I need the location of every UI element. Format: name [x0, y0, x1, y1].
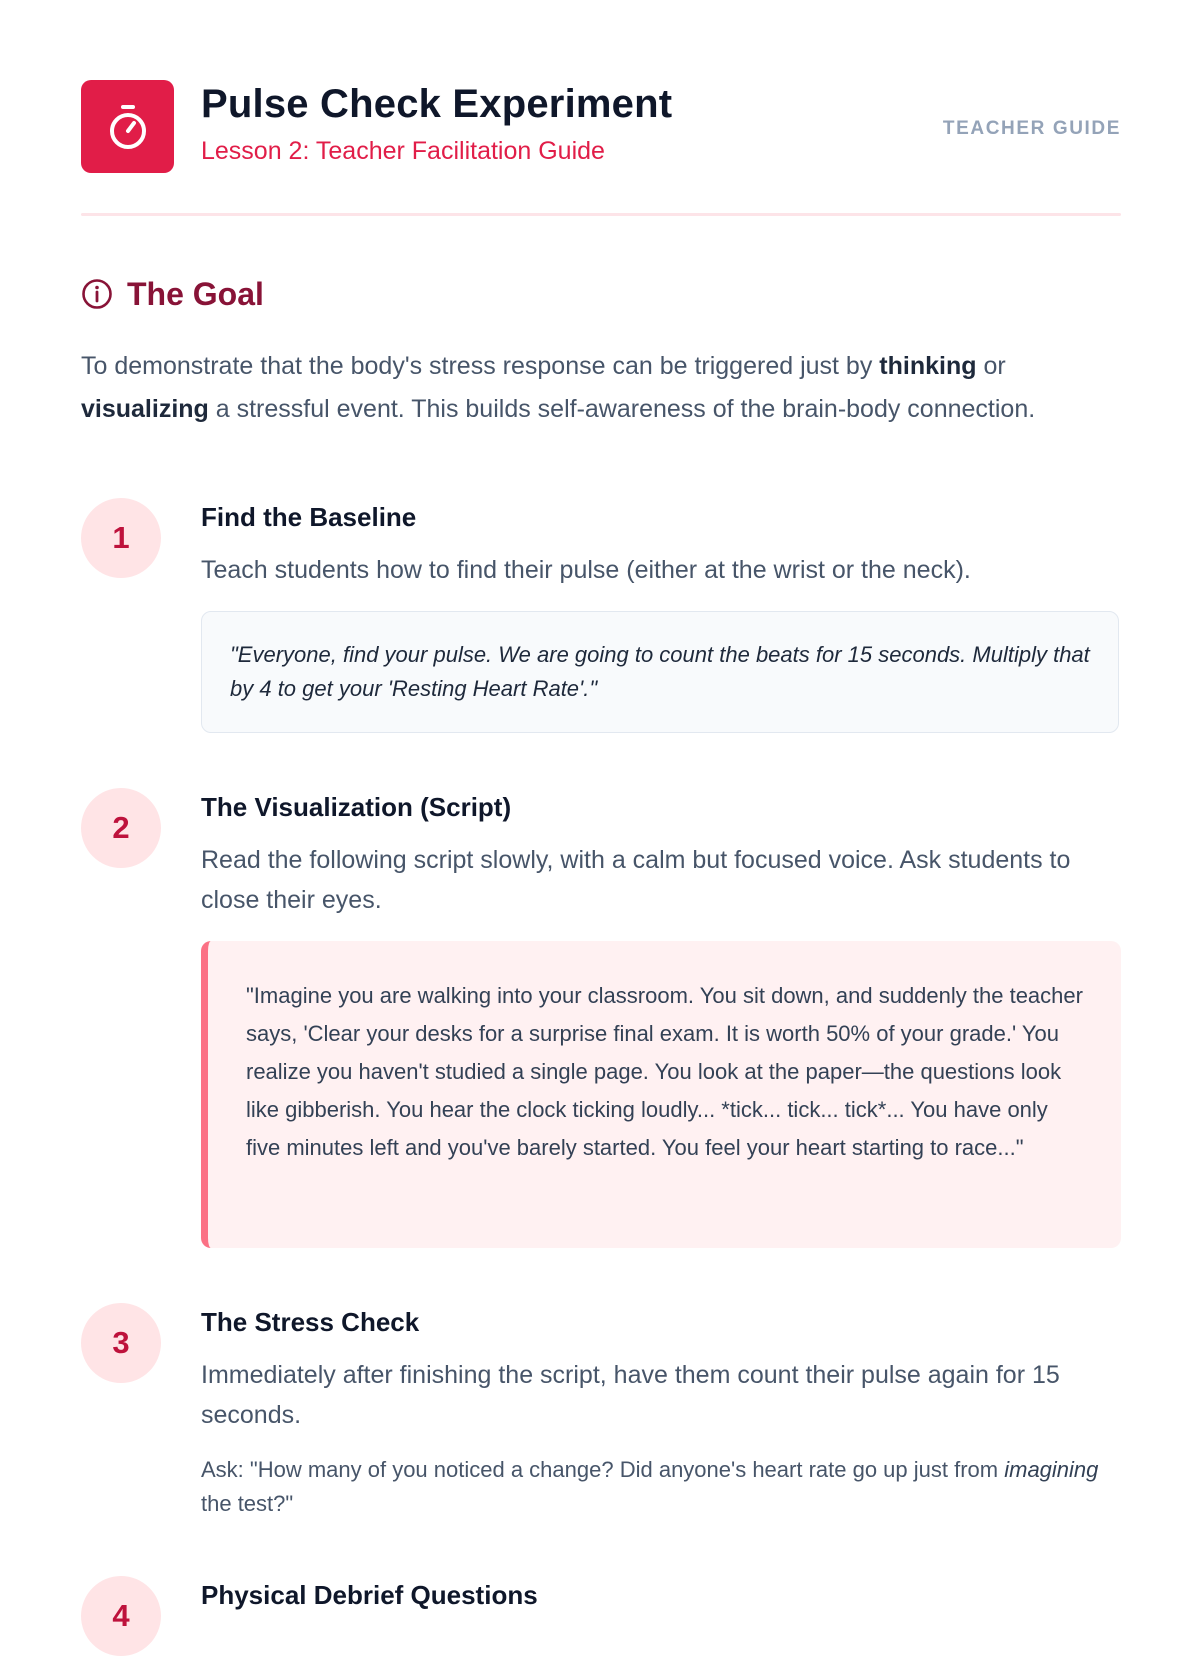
goal-heading: [81, 274, 264, 314]
goal-bold-thinking: thinking: [879, 352, 977, 380]
ask-prompt: [201, 1453, 1121, 1521]
visualization-script: "Imagine you are walking into your classroom. You sit down, and suddenly the teacher says, 'Clear your desks for a surprise final exam. It is worth 50% of your grade.' You realize you haven't studied a single page. You look at the paper—the questions look like gibberish. You hear the clock ticking loudly... *tick... tick... tick*... You have only five minutes left and you've barely started. You feel your heart starting to race...": [201, 941, 1121, 1248]
step-number: 1: [81, 498, 161, 578]
ask-part-2: the test?": [201, 1491, 294, 1516]
step-text: Read the following script slowly, with a calm but focused voice. Ask students to close their eyes.: [201, 846, 1071, 914]
goal-text-part-3: a stressful event. This builds self-awareness of the brain-body connection.: [208, 395, 1036, 423]
step-number: 2: [81, 788, 161, 868]
guide-tag: TEACHER GUIDE: [942, 118, 1121, 139]
goal-text: [81, 345, 1121, 431]
teacher-quote: "Everyone, find your pulse. We are going to count the beats for 15 seconds. Multiply that by 4 to get your 'Resting Heart Rate'.": [201, 611, 1119, 733]
step-number: 3: [81, 1303, 161, 1383]
step-number: 4: [81, 1576, 161, 1656]
goal-title: The Goal: [127, 275, 264, 312]
step-title: The Visualization (Script): [201, 792, 512, 822]
info-icon: [81, 278, 113, 310]
step-title: The Stress Check: [201, 1307, 420, 1337]
step-title: Find the Baseline: [201, 502, 417, 532]
page-subtitle: Lesson 2: Teacher Facilitation Guide: [201, 137, 605, 165]
goal-text-part-2: or: [976, 352, 1006, 380]
page-title: Pulse Check Experiment: [201, 82, 673, 126]
ask-italic: imagining: [1004, 1457, 1099, 1482]
page-header: [81, 80, 1121, 176]
goal-bold-visualizing: visualizing: [81, 395, 209, 423]
header-divider: [81, 213, 1121, 216]
stopwatch-icon: [81, 80, 174, 173]
ask-part-1: Ask: "How many of you noticed a change? Did anyone's heart rate go up just from: [201, 1457, 1005, 1482]
step-text: Teach students how to find their pulse (either at the wrist or the neck).: [201, 556, 971, 584]
step-text: Immediately after finishing the script, have them count their pulse again for 15 seconds.: [201, 1361, 1060, 1429]
goal-text-part-1: To demonstrate that the body's stress response can be triggered just by: [81, 352, 880, 380]
step-title: Physical Debrief Questions: [201, 1580, 538, 1610]
